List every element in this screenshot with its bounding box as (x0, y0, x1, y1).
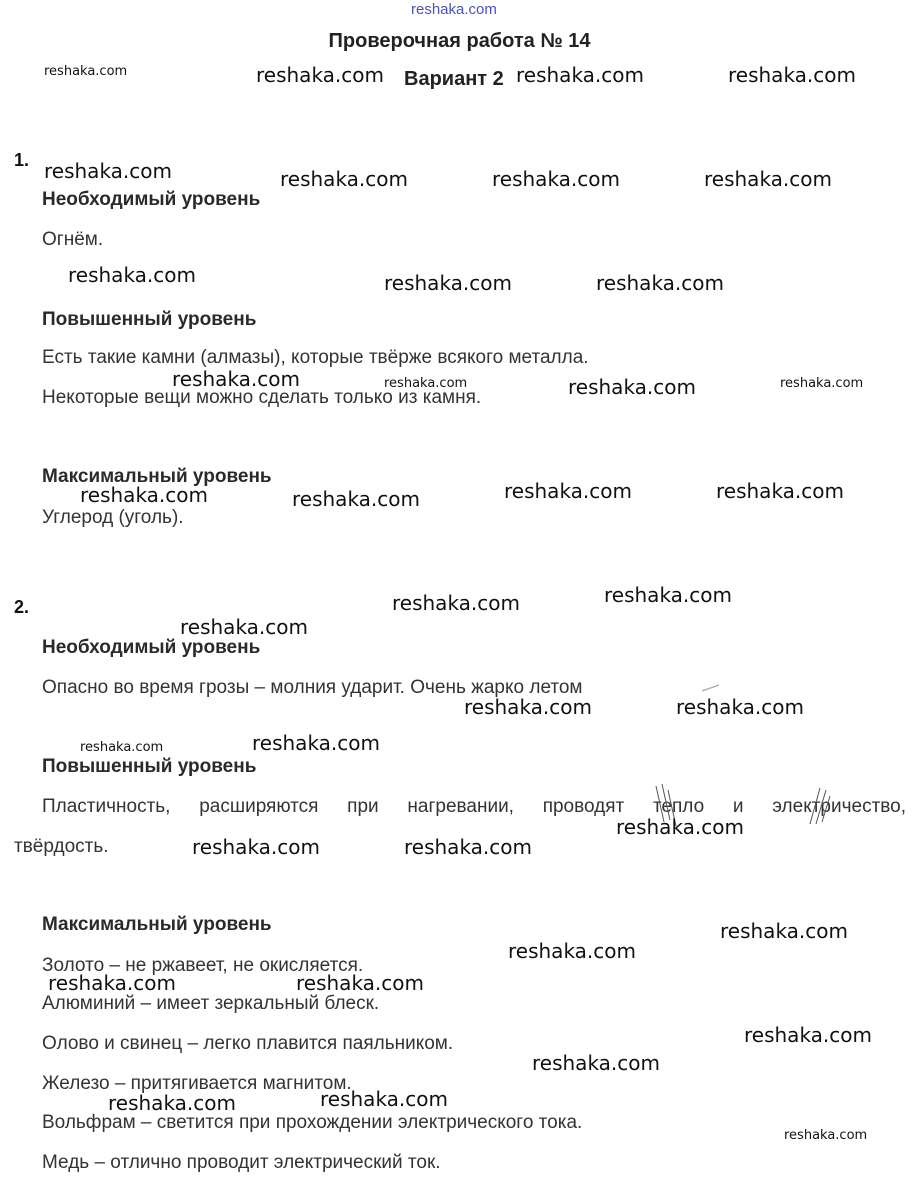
watermark: reshaka.com (280, 167, 408, 191)
watermark: reshaka.com (384, 376, 468, 391)
watermark: reshaka.com (252, 731, 380, 755)
task-1-answer-advanced-2: Некоторые вещи можно сделать только из камня. (42, 387, 482, 408)
task-2-level-max: Максимальный уровень (42, 914, 272, 935)
watermark: reshaka.com (616, 815, 744, 839)
task-2-answer-max-iron: Железо – притягивается магнитом. (42, 1073, 352, 1094)
watermark: reshaka.com (716, 479, 844, 503)
task-1-level-advanced: Повышенный уровень (42, 309, 257, 330)
watermark: reshaka.com (780, 376, 864, 391)
watermark: reshaka.com (192, 835, 320, 859)
page-title: Проверочная работа № 14 (328, 30, 591, 52)
watermark: reshaka.com (108, 1091, 236, 1115)
watermark: reshaka.com (80, 740, 164, 755)
task-2-answer-advanced-2: твёрдость. (14, 836, 109, 857)
task-2-answer-max-copper: Медь – отлично проводит электрический ток. (42, 1152, 441, 1173)
task-1-number: 1. (14, 150, 30, 170)
watermark: reshaka.com (532, 1051, 660, 1075)
watermark: reshaka.com (80, 483, 208, 507)
watermark: reshaka.com (44, 159, 172, 183)
task-1-level-max: Максимальный уровень (42, 466, 272, 487)
task-2-answer-max-tungsten: Вольфрам – светится при прохождении электрического тока. (42, 1112, 583, 1133)
task-1-answer-required: Огнём. (42, 229, 104, 250)
watermark: reshaka.com (292, 487, 420, 511)
task-2-answer-advanced-1: Пластичность, расширяются при нагревании, проводят тепло и электричество, (42, 796, 906, 817)
task-1-answer-max: Углерод (уголь). (42, 507, 184, 528)
watermark: reshaka.com (392, 591, 520, 615)
watermark: reshaka.com (492, 167, 620, 191)
task-2-answer-max-gold: Золото – не ржавеет, не окисляется. (42, 955, 364, 976)
task-2-number: 2. (14, 597, 30, 617)
watermark: reshaka.com (596, 271, 724, 295)
watermark: reshaka.com (568, 375, 696, 399)
watermark: reshaka.com (744, 1023, 872, 1047)
pen-scratch-mark (800, 784, 836, 828)
watermark: reshaka.com (784, 1128, 868, 1143)
watermark: reshaka.com (676, 695, 804, 719)
watermark: reshaka.com (704, 167, 832, 191)
watermark: reshaka.com (172, 367, 300, 391)
task-2-answer-required: Опасно во время грозы – молния ударит. Очень жарко летом (42, 677, 583, 698)
site-header-link[interactable]: reshaka.com (411, 1, 497, 18)
watermark: reshaka.com (384, 271, 512, 295)
watermark: reshaka.com (504, 479, 632, 503)
watermark: reshaka.com (44, 64, 128, 79)
watermark: reshaka.com (48, 971, 176, 995)
watermark: reshaka.com (516, 63, 644, 87)
watermark: reshaka.com (256, 63, 384, 87)
watermark: reshaka.com (720, 919, 848, 943)
watermark: reshaka.com (604, 583, 732, 607)
pen-scratch-mark (700, 682, 722, 694)
task-2-answer-max-tin-lead: Олово и свинец – легко плавится паяльником. (42, 1033, 454, 1054)
task-2-level-advanced: Повышенный уровень (42, 756, 257, 777)
task-1-level-required: Необходимый уровень (42, 189, 261, 210)
watermark: reshaka.com (404, 835, 532, 859)
task-2-level-required: Необходимый уровень (42, 637, 261, 658)
task-1-answer-advanced-1: Есть такие камни (алмазы), которые твёрже всякого металла. (42, 347, 589, 368)
watermark: reshaka.com (464, 695, 592, 719)
watermark: reshaka.com (180, 615, 308, 639)
watermark: reshaka.com (296, 971, 424, 995)
watermark: reshaka.com (68, 263, 196, 287)
watermark: reshaka.com (320, 1087, 448, 1111)
watermark: reshaka.com (508, 939, 636, 963)
variant-label: Вариант 2 (404, 68, 504, 90)
task-2-answer-max-aluminium: Алюминий – имеет зеркальный блеск. (42, 993, 380, 1014)
watermark: reshaka.com (728, 63, 856, 87)
